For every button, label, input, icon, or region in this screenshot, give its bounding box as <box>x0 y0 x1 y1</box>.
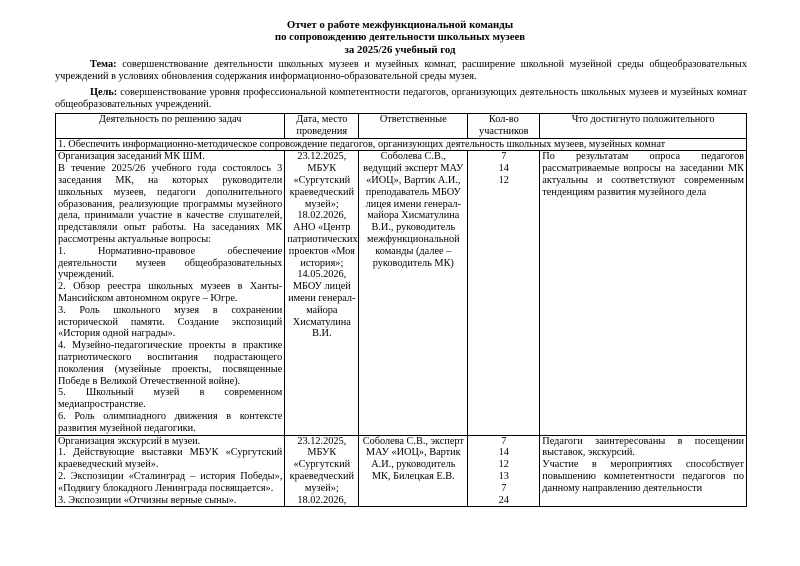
row1-date: 18.02.2026, АНО «Центр патриотических проектов «Моя история»; <box>287 210 358 269</box>
header-results: Что достигнуто положительного <box>540 114 747 139</box>
row2-item: 3. Экспозиции «Отчизны верные сыны». <box>58 494 237 506</box>
report-title-line1: Отчет о работе межфункциональной команды <box>286 19 514 31</box>
row1-item: 1. Нормативно-правовое обеспечение деятельности музеев общеобразовательных учреждений. <box>58 245 283 281</box>
goal-text: совершенствование уровня профессиональной компетентности педагогов, организующих деятельность школьных музеев и музейных комнат общеобразовательных учреждений. <box>55 87 747 110</box>
row2-count: 12 <box>498 459 509 471</box>
header-responsible: Ответственные <box>359 114 468 139</box>
header-date-place: Дата, место проведения <box>285 114 359 139</box>
row1-item: 4. Музейно-педагогические проекты в практике патриотического воспитания подрастающего поколения (музейные проекты, посвященные Победе в Великой Отечественной войне). <box>58 340 283 387</box>
row1-item: 5. Школьный музей в современном медиапространстве. <box>58 387 283 411</box>
row2-activity <box>56 435 285 507</box>
table-header-row <box>56 114 747 139</box>
row1-result: По результатам опроса педагогов рассматриваемые вопросы на заседании МК актуальны и соответствуют современным тенденциям развития музейного дела <box>540 151 747 435</box>
header-activity: Деятельность по решению задач <box>56 114 285 139</box>
row1-count: 14 <box>498 163 509 175</box>
row1-counts <box>468 151 540 435</box>
row1-item: 2. Обзор реестра школьных музеев в Ханты-Мансийском автономном округе – Югре. <box>58 281 283 304</box>
row2-item: 2. Экспозиции «Сталинград – история Победы», «Подвигу блокадного Ленинграда посвящается». <box>58 470 283 494</box>
row2-count: 7 <box>501 482 507 494</box>
row2-result: Участие в мероприятиях способствует повышению компетентности педагогов по данному направлению деятельности <box>542 459 744 494</box>
topic-label: Тема: <box>90 59 117 70</box>
report-title-line2: по сопровождению деятельности школьных музеев <box>274 31 526 44</box>
topic-text: совершенствование деятельности школьных музеев и музейных комнат, расширение школьной музейной среды общеобразовательных учреждений в условиях обновления содержания информационно-образовательной среды музея. <box>55 59 747 82</box>
topic-paragraph <box>55 59 747 83</box>
row1-responsible: Соболева С.В., ведущий эксперт МАУ «ИОЦ», Вартик А.И., преподаватель МБОУ лицея имени генерал-майора Хисматулина В.И., руководитель межфункциональной команды (далее – руководитель МК) <box>359 151 468 435</box>
row2-count: 14 <box>498 447 509 459</box>
row1-date: 23.12.2025, МБУК «Сургутский краеведческий музей»; <box>289 151 354 210</box>
row1-title: Организация заседаний МК ШМ. <box>58 151 205 163</box>
goal-paragraph <box>55 87 747 111</box>
row1-date: 14.05.2026, МБОУ лицей имени генерал-майора Хисматулина В.И. <box>288 269 356 340</box>
row2-date: 23.12.2025, МБУК «Сургутский краеведческий музей»; <box>289 435 354 494</box>
report-header <box>0 19 800 56</box>
row2-count: 13 <box>498 470 509 482</box>
row2-count: 24 <box>498 494 509 506</box>
row1-item: 3. Роль школьного музея в сохранении исторической памяти. Создание экспозиций «История одной награды». <box>58 304 283 340</box>
row1-activity <box>56 151 285 435</box>
row1-intro: В течение 2025/26 учебного года состоялось 3 заседания МК, на которых руководители школьных музеев, педагоги дополнительного образования, реализующие программы музейного дела, принимали участие в качестве слушателей, представляли опыт работы. На заседаниях МК рассмотрены актуальные вопросы: <box>58 163 283 245</box>
row2-title: Организация экскурсий в музеи. <box>58 435 201 447</box>
row2-result: Педагоги заинтересованы в посещении выставок, экскурсий. <box>542 435 744 459</box>
table-row <box>56 151 747 435</box>
row2-results <box>540 435 747 507</box>
row1-count: 7 <box>501 151 507 163</box>
row2-item: 1. Действующие выставки МБУК «Сургутский краеведческий музей». <box>58 447 283 471</box>
header-participants: Кол-во участников <box>468 114 540 139</box>
section-row <box>56 138 747 151</box>
row2-dates <box>285 435 359 507</box>
report-title-line3: за 2025/26 учебный год <box>344 43 456 56</box>
report-table <box>55 113 747 507</box>
row1-item: 6. Роль олимпиадного движения в контексте развития музейной педагогики. <box>58 410 283 434</box>
row2-date: 18.02.2026, <box>297 494 347 506</box>
row1-dates <box>285 151 359 435</box>
table-row <box>56 435 747 507</box>
row2-counts <box>468 435 540 507</box>
goal-label: Цель: <box>90 87 118 98</box>
row2-count: 7 <box>501 435 507 447</box>
section-1-title: 1. Обеспечить информационно-методическое сопровождение педагогов, организующих деятельность школьных музеев, музейных комнат <box>56 138 747 151</box>
row2-responsible: Соболева С.В., эксперт МАУ «ИОЦ», Вартик А.И., руководитель МК, Билецкая Е.В. <box>359 435 468 507</box>
row1-count: 12 <box>498 174 509 186</box>
